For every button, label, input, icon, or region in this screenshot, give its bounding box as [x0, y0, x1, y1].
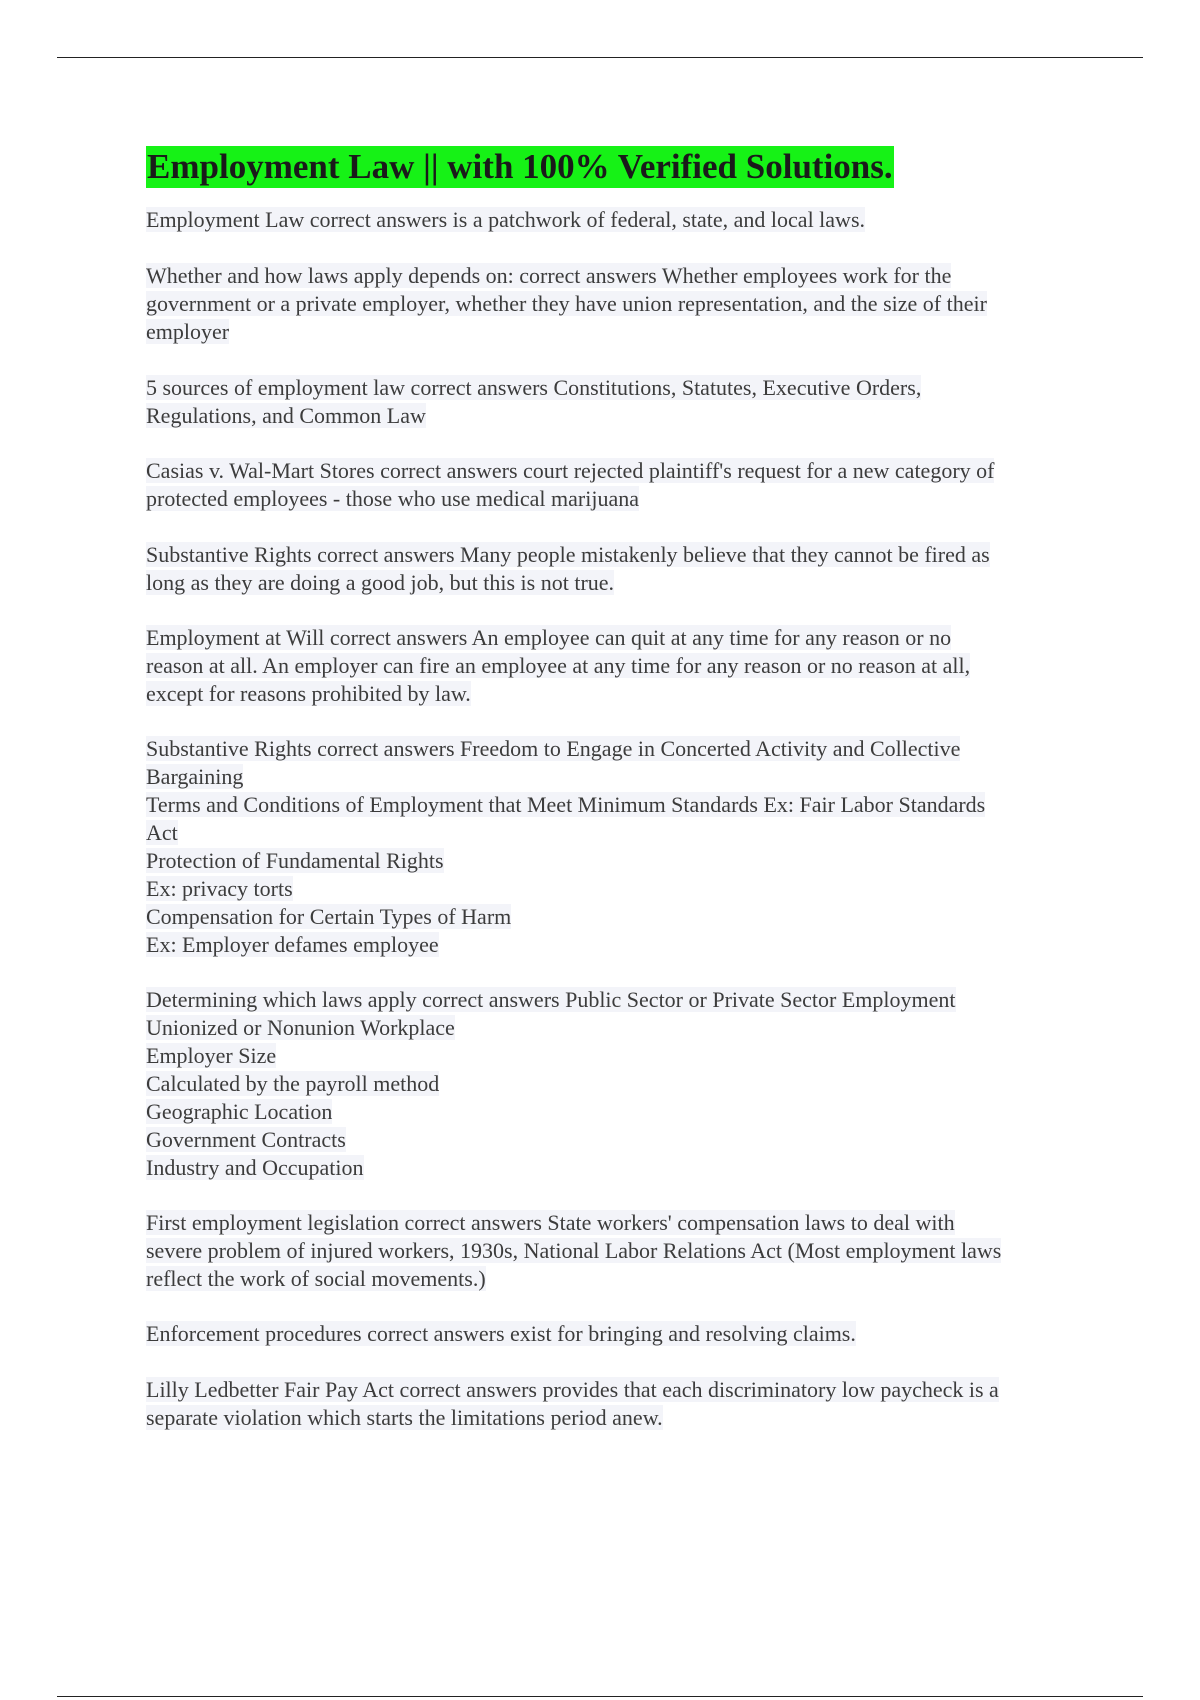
qa-line: Regulations, and Common Law — [146, 403, 426, 428]
qa-line: Geographic Location — [146, 1099, 333, 1124]
qa-line: Enforcement procedures correct answers exist for bringing and resolving claims. — [146, 1321, 856, 1346]
qa-line: Terms and Conditions of Employment that Meet Minimum Standards Ex: Fair Labor Standards — [146, 792, 986, 817]
qa-line: Calculated by the payroll method — [146, 1071, 440, 1096]
qa-text — [146, 735, 1106, 959]
top-rule — [57, 57, 1143, 58]
qa-line: reflect the work of social movements.) — [146, 1266, 486, 1291]
qa-entry — [146, 1209, 1106, 1293]
qa-line: employer — [146, 319, 230, 344]
qa-line: Act — [146, 820, 178, 845]
qa-entry — [146, 735, 1106, 959]
qa-text — [146, 986, 1106, 1182]
qa-line: Employment Law correct answers is a patchwork of federal, state, and local laws. — [146, 207, 866, 232]
qa-text — [146, 457, 1106, 513]
qa-entry — [146, 1320, 1106, 1348]
qa-line: Compensation for Certain Types of Harm — [146, 904, 512, 929]
document-body — [146, 146, 1106, 1432]
qa-line: First employment legislation correct answers State workers' compensation laws to deal with — [146, 1210, 955, 1235]
qa-text — [146, 206, 1106, 234]
qa-line: Substantive Rights correct answers Freedom to Engage in Concerted Activity and Collective — [146, 736, 961, 761]
qa-line: Substantive Rights correct answers Many people mistakenly believe that they cannot be fired as — [146, 542, 990, 567]
qa-text — [146, 1376, 1106, 1432]
qa-line: Casias v. Wal-Mart Stores correct answers court rejected plaintiff's request for a new category of — [146, 458, 995, 483]
qa-entry — [146, 374, 1106, 430]
bottom-rule — [57, 1696, 1143, 1697]
qa-line: Lilly Ledbetter Fair Pay Act correct answers provides that each discriminatory low paycheck is a — [146, 1377, 999, 1402]
qa-line: Determining which laws apply correct answers Public Sector or Private Sector Employment — [146, 987, 956, 1012]
document-title: Employment Law || with 100% Verified Solutions. — [147, 147, 893, 186]
qa-line: Unionized or Nonunion Workplace — [146, 1015, 455, 1040]
qa-line: severe problem of injured workers, 1930s, National Labor Relations Act (Most employment laws — [146, 1238, 1002, 1263]
qa-line: protected employees - those who use medical marijuana — [146, 486, 639, 511]
qa-entry — [146, 1376, 1106, 1432]
qa-entry — [146, 986, 1106, 1182]
qa-entry — [146, 541, 1106, 597]
qa-line: except for reasons prohibited by law. — [146, 681, 471, 706]
qa-line: long as they are doing a good job, but this is not true. — [146, 570, 615, 595]
qa-line: government or a private employer, whether they have union representation, and the size of their — [146, 291, 987, 316]
qa-line: Industry and Occupation — [146, 1155, 364, 1180]
qa-text — [146, 541, 1106, 597]
qa-line: reason at all. An employer can fire an employee at any time for any reason or no reason at all, — [146, 653, 971, 678]
qa-line: 5 sources of employment law correct answers Constitutions, Statutes, Executive Orders, — [146, 375, 922, 400]
qa-entry — [146, 457, 1106, 513]
qa-line: Protection of Fundamental Rights — [146, 848, 444, 873]
qa-entry — [146, 206, 1106, 234]
qa-line: Employment at Will correct answers An employee can quit at any time for any reason or no — [146, 625, 952, 650]
qa-text — [146, 262, 1106, 346]
qa-line: separate violation which starts the limitations period anew. — [146, 1405, 663, 1430]
qa-text — [146, 1209, 1106, 1293]
qa-line: Whether and how laws apply depends on: correct answers Whether employees work for the — [146, 263, 952, 288]
qa-text — [146, 374, 1106, 430]
qa-text — [146, 624, 1106, 708]
qa-line: Government Contracts — [146, 1127, 346, 1152]
qa-entry — [146, 624, 1106, 708]
qa-line: Bargaining — [146, 764, 244, 789]
qa-entry — [146, 262, 1106, 346]
qa-line: Ex: privacy torts — [146, 876, 293, 901]
qa-line: Ex: Employer defames employee — [146, 932, 439, 957]
qa-text — [146, 1320, 1106, 1348]
qa-line: Employer Size — [146, 1043, 277, 1068]
